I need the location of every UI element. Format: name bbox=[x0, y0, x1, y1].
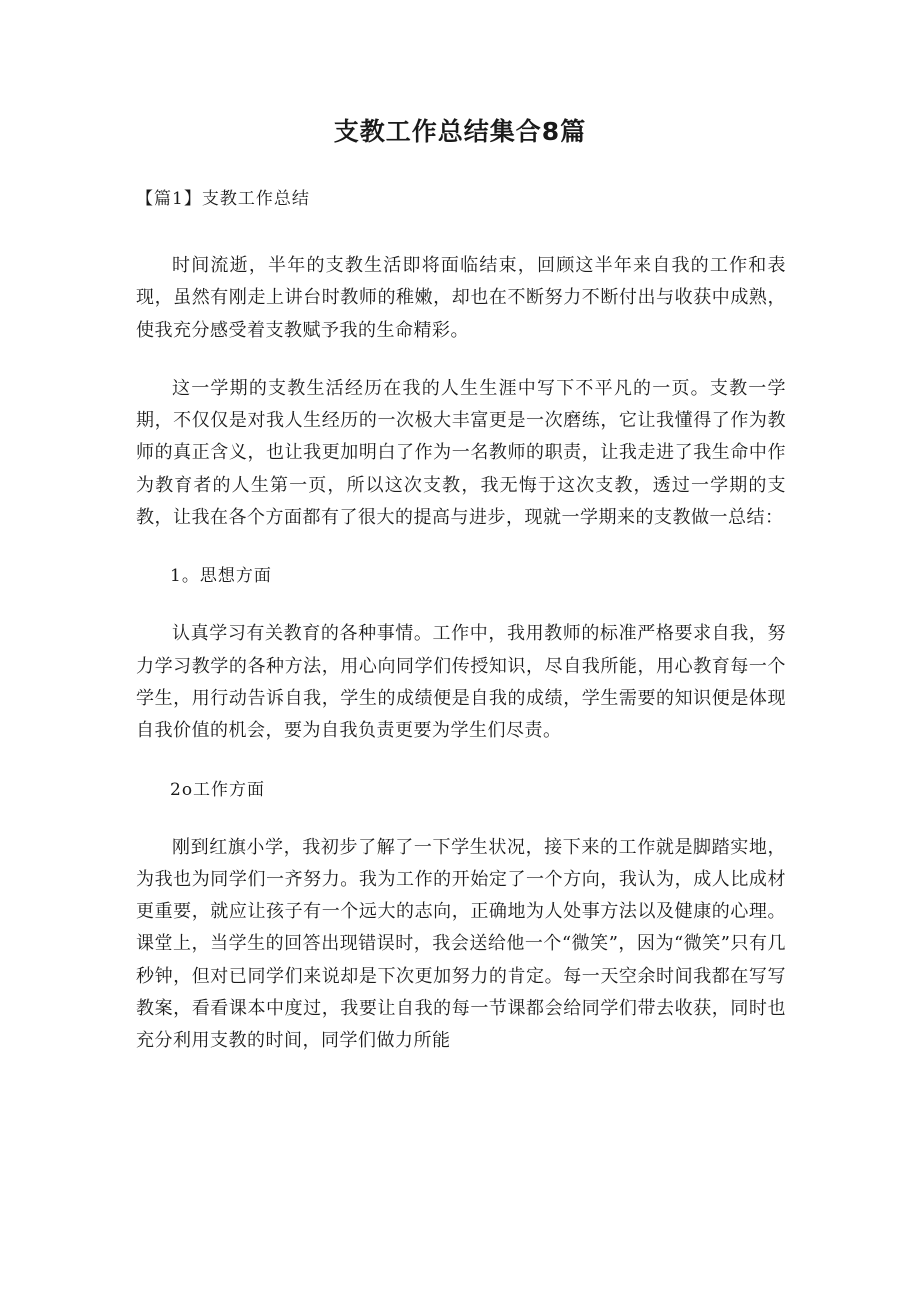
paragraph-thought: 认真学习有关教育的各种事情。工作中，我用教师的标准严格要求自我，努力学习教学的各种方法，用心向同学们传授知识，尽自我所能，用心教育每一个学生，用行动告诉自我，学生的成绩便是自我的成绩，学生需要的知识便是体现自我价值的机会，要为自我负责更要为学生们尽责。 bbox=[136, 623, 786, 742]
section-label: 【篇1】支教工作总结 bbox=[136, 189, 310, 209]
heading-thought: 1。思想方面 bbox=[170, 566, 272, 587]
document-body bbox=[136, 250, 786, 1084]
paragraph-intro: 时间流逝，半年的支教生活即将面临结束，回顾这半年来自我的工作和表现，虽然有刚走上讲台时教师的稚嫩，却也在不断努力不断付出与收获中成熟，使我充分感受着支教赋予我的生命精彩。 bbox=[136, 255, 786, 341]
document-title: 支教工作总结集合8篇 bbox=[333, 117, 587, 146]
paragraph-overview: 这一学期的支教生活经历在我的人生生涯中写下不平凡的一页。支教一学期，不仅仅是对我人生经历的一次极大丰富更是一次磨练，它让我懂得了作为教师的真正含义，也让我更加明白了作为一名教师的职责，让我走进了我生命中作为教育者的人生第一页，所以这次支教，我无悔于这次支教，透过一学期的支教，让我在各个方面都有了很大的提高与进步，现就一学期来的支教做一总结： bbox=[136, 377, 786, 529]
heading-work: 2o工作方面 bbox=[170, 779, 266, 800]
paragraph-work: 刚到红旗小学，我初步了解了一下学生状况，接下来的工作就是脚踏实地，为我也为同学们一齐努力。我为工作的开始定了一个方向，我认为，成人比成材更重要，就应让孩子有一个远大的志向，正确地为人处事方法以及健康的心理。课堂上，当学生的回答出现错误时，我会送给他一个“微笑”，因为“微笑”只有几秒钟，但对已同学们来说却是下次更加努力的肯定。每一天空余时间我都在写写教案，看看课本中度过，我要让自我的每一节课都会给同学们带去收获，同时也充分利用支教的时间，同学们做力所能 bbox=[136, 836, 786, 1052]
